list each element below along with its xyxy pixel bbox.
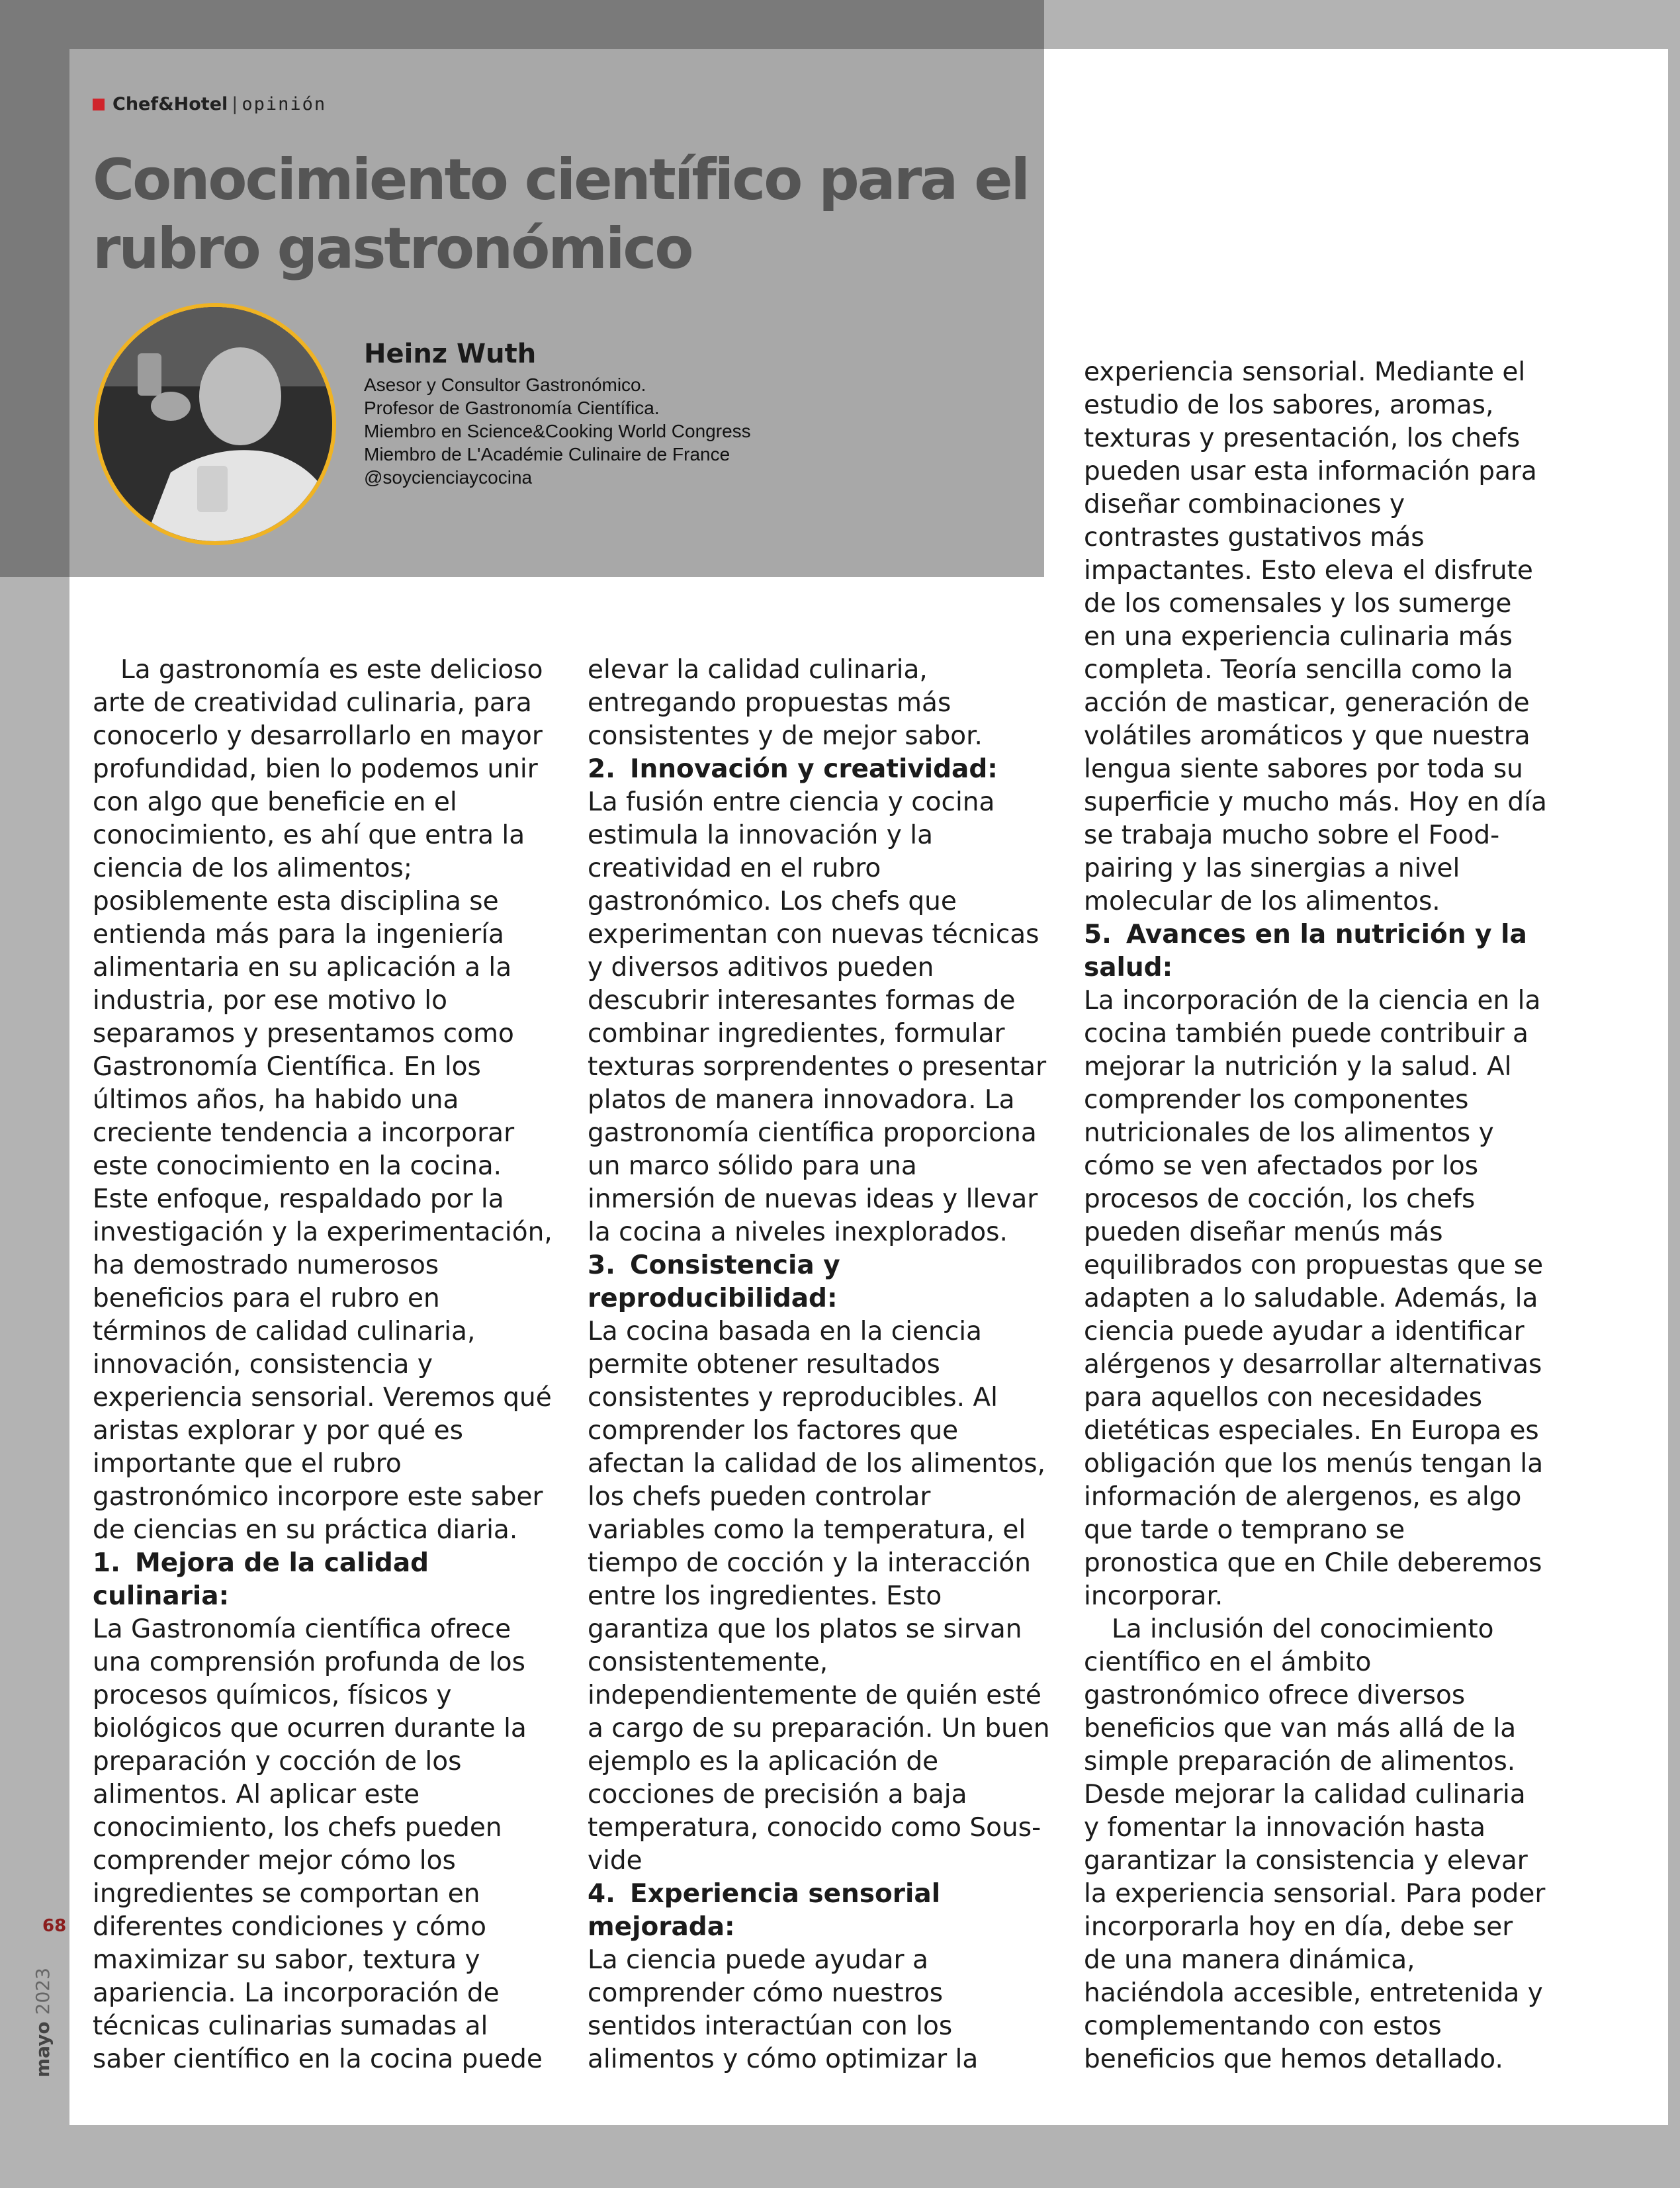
section-2-text: La fusión entre ciencia y cocina estimula la innovación y la creatividad en el rubro gastronómico. Los chefs que experimentan con nuevas técnicas y diversos aditivos pueden descubrir interesantes formas de combinar ingredientes, formular texturas sorprendentes o presentar platos de manera innovadora. La gastronomía científica proporciona un marco sólido para una inmersión de nuevas ideas y llevar la cocina a niveles inexplorados. bbox=[588, 787, 1047, 1247]
section-heading-1: 1. Mejora de la calidad culinaria: bbox=[93, 1548, 429, 1611]
section-heading-3: 3. Consistencia y reproducibilidad: bbox=[588, 1250, 840, 1313]
article-column-2 bbox=[588, 654, 1051, 2076]
brand-square-icon bbox=[93, 99, 105, 110]
author-block bbox=[364, 339, 751, 489]
page-number: 68 bbox=[42, 1916, 67, 1936]
author-name: Heinz Wuth bbox=[364, 339, 537, 369]
section-4-text-continued: experiencia sensorial. Mediante el estudio de los sabores, aromas, texturas y presentación, los chefs pueden usar esta información para diseñar combinaciones y contrastes gustativos más impactantes. Esto eleva el disfrute de los comensales y los sumerge en una experiencia culinaria más completa. Teoría sencilla como la acción de masticar, generación de volátiles aromáticos y que nuestra lengua siente sabores por toda su superficie y mucho más. Hoy en día se trabaja mucho sobre el Food-pairing y las sinergias a nivel molecular de los alimentos. bbox=[1084, 357, 1547, 916]
section-3-text: La cocina basada en la ciencia permite obtener resultados consistentes y reproducibles. Al comprender los factores que afectan la calidad de los alimentos, los chefs pueden controlar variables como la temperatura, el tiempo de cocción y la interacción entre los ingredientes. Esto garantiza que los platos se sirvan consistentemente, independientemente de quién esté a cargo de su preparación. Un buen ejemplo es la aplicación de cocciones de precisión a baja temperatura, conocido como Sous-vide bbox=[588, 1317, 1050, 1876]
section-label: opinión bbox=[242, 94, 327, 114]
brand-label: Chef&Hotel bbox=[112, 94, 228, 114]
author-role: Asesor y Consultor Gastronómico. bbox=[364, 374, 646, 395]
issue-date bbox=[32, 1968, 54, 2078]
author-role: Miembro en Science&Cooking World Congress bbox=[364, 421, 751, 441]
author-role: Miembro de L'Académie Culinaire de France bbox=[364, 444, 730, 464]
section-1-text-continued: elevar la calidad culinaria, entregando propuestas más consistentes y de mejor sabor. bbox=[588, 655, 983, 751]
author-role: Profesor de Gastronomía Científica. bbox=[364, 398, 660, 418]
section-5-text: La incorporación de la ciencia en la cocina también puede contribuir a mejorar la nutrición y la salud. Al comprender los componentes nutricionales de los alimentos y cómo se ven afectados por los procesos de cocción, los chefs pueden diseñar menús más equilibrados con propuestas que se adapten a lo saludable. Además, la ciencia puede ayudar a identificar alérgenos y desarrollar alternativas para aquellos con necesidades dietéticas especiales. En Europa es obligación que los menús tengan la información de alergenos, es algo que tarde o temprano se pronostica que en Chile deberemos incorporar. bbox=[1084, 986, 1544, 1611]
author-photo-icon bbox=[98, 307, 332, 541]
section-1-text: La Gastronomía científica ofrece una comprensión profunda de los procesos químicos, físicos y biológicos que ocurren durante la preparación y cocción de los alimentos. Al aplicar este conocimiento, los chefs pueden comprender mejor cómo los ingredientes se comportan en diferentes condiciones y cómo maximizar su sabor, textura y apariencia. La incorporación de técnicas culinarias sumadas al saber científico en la cocina puede bbox=[93, 1614, 543, 2074]
section-heading-5: 5. Avances en la nutrición y la salud: bbox=[1084, 920, 1527, 983]
issue-month: mayo bbox=[32, 2021, 54, 2078]
article-title: Conocimiento científico para el rubro gastronómico bbox=[93, 147, 1029, 282]
section-tag bbox=[93, 94, 326, 114]
author-social-handle: @soycienciaycocina bbox=[364, 467, 533, 488]
author-portrait bbox=[94, 303, 336, 545]
section-heading-4: 4. Experiencia sensorial mejorada: bbox=[588, 1879, 941, 1942]
conclusion-paragraph: La inclusión del conocimiento científico en el ámbito gastronómico ofrece diversos beneficios que van más allá de la simple preparación de alimentos. Desde mejorar la calidad culinaria y fomentar la innovación hasta garantizar la consistencia y elevar la experiencia sensorial. Para poder incorporarla hoy en día, debe ser de una manera dinámica, haciéndola accesible, entretenida y complementando con estos beneficios que hemos detallado. bbox=[1084, 1614, 1546, 2074]
section-heading-2: 2. Innovación y creatividad: bbox=[588, 754, 998, 784]
tag-separator: | bbox=[232, 94, 238, 114]
article-column-1 bbox=[93, 654, 556, 2076]
article-column-3 bbox=[1084, 356, 1547, 2076]
intro-paragraph: La gastronomía es este delicioso arte de creatividad culinaria, para conocerlo y desarrollarlo en mayor profundidad, bien lo podemos unir con algo que beneficie en el conocimiento, es ahí que entra la ciencia de los alimentos; posiblemente esta disciplina se entienda más para la ingeniería alimentaria en su aplicación a la industria, por ese motivo lo separamos y presentamos como Gastronomía Científica. En los últimos años, ha habido una creciente tendencia a incorporar este conocimiento en la cocina. Este enfoque, respaldado por la investigación y la experimentación, ha demostrado numerosos beneficios para el rubro en términos de calidad culinaria, innovación, consistencia y experiencia sensorial. Veremos qué aristas explorar y por qué es importante que el rubro gastronómico incorpore este saber de ciencias en su práctica diaria. bbox=[93, 655, 553, 1545]
issue-year: 2023 bbox=[32, 1968, 54, 2015]
section-4-text: La ciencia puede ayudar a comprender cómo nuestros sentidos interactúan con los alimentos y cómo optimizar la bbox=[588, 1945, 979, 2074]
